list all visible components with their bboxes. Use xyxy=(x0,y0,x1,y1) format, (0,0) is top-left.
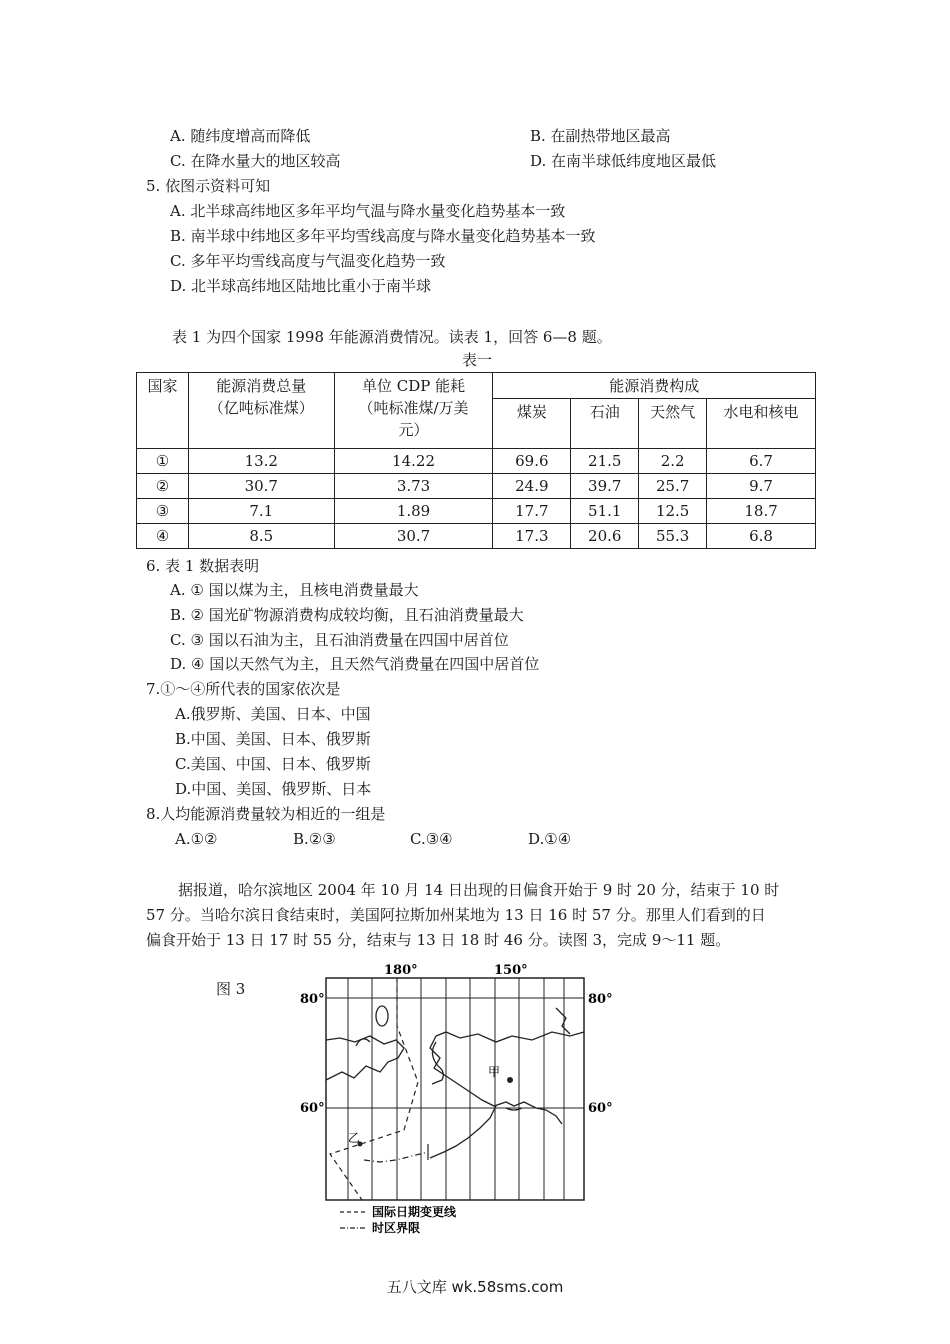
header-total-line1: 能源消费总量 xyxy=(216,377,307,395)
footer-watermark: 五八文库 wk.58sms.com xyxy=(386,1278,564,1296)
point-jia xyxy=(507,1077,513,1083)
q6-stem: 6. 表 1 数据表明 xyxy=(146,557,260,575)
cell-total: 7.1 xyxy=(188,499,334,524)
cell-gas: 25.7 xyxy=(639,474,707,499)
cell-country: ④ xyxy=(137,524,189,549)
label-lat-60-left: 60° xyxy=(300,1101,325,1116)
cell-hydro: 18.7 xyxy=(707,499,816,524)
energy-consumption-table xyxy=(136,372,816,549)
q5-option-a: A. 北半球高纬地区多年平均气温与降水量变化趋势基本一致 xyxy=(170,202,566,220)
cell-gdp: 3.73 xyxy=(334,474,493,499)
cell-gas: 55.3 xyxy=(639,524,707,549)
dateline-path xyxy=(330,978,418,1200)
passage-line-1: 据报道，哈尔滨地区 2004 年 10 月 14 日出现的日偏食开始于 9 时 20 分，结束于 10 时 xyxy=(178,881,780,899)
cell-total: 13.2 xyxy=(188,449,334,474)
cell-total: 8.5 xyxy=(188,524,334,549)
cell-coal: 69.6 xyxy=(493,449,571,474)
table-row xyxy=(137,449,816,474)
table-title: 表一 xyxy=(462,351,493,369)
cell-country: ② xyxy=(137,474,189,499)
q4-option-b: B. 在副热带地区最高 xyxy=(530,127,671,145)
cell-gdp: 14.22 xyxy=(334,449,493,474)
map-coastlines xyxy=(326,1006,584,1158)
q8-option-b: B.②③ xyxy=(293,830,336,848)
label-lon-180: 180° xyxy=(384,963,418,978)
figure-label: 图 3 xyxy=(216,980,246,998)
header-coal: 煤炭 xyxy=(493,399,571,449)
table-row xyxy=(137,474,816,499)
cell-total: 30.7 xyxy=(188,474,334,499)
cell-country: ③ xyxy=(137,499,189,524)
label-lat-80-left: 80° xyxy=(300,992,325,1007)
legend-timezone-label: 时区界限 xyxy=(372,1221,421,1235)
q5-stem: 5. 依图示资料可知 xyxy=(146,177,271,195)
header-gdp-line2: （吨标准煤/万美 xyxy=(358,399,469,417)
q6-option-b: B. ② 国光矿物源消费构成较均衡，且石油消费量最大 xyxy=(170,606,524,624)
header-total xyxy=(188,373,334,449)
q5-option-d: D. 北半球高纬地区陆地比重小于南半球 xyxy=(170,277,432,295)
header-oil: 石油 xyxy=(571,399,639,449)
passage-line-3: 偏食开始于 13 日 17 时 55 分，结束与 13 日 18 时 46 分。读图 3，完成 9～11 题。 xyxy=(146,931,731,949)
header-gdp-line3: 元） xyxy=(398,421,429,439)
table-intro: 表 1 为四个国家 1998 年能源消费情况。读表 1，回答 6—8 题。 xyxy=(172,328,612,346)
cell-gas: 2.2 xyxy=(639,449,707,474)
header-total-line2: （亿吨标准煤） xyxy=(208,399,314,417)
header-hydro-nuclear: 水电和核电 xyxy=(707,399,816,449)
q6-option-d: D. ④ 国以天然气为主，且天然气消费量在四国中居首位 xyxy=(170,655,540,673)
header-country: 国家 xyxy=(137,373,189,449)
cell-gdp: 30.7 xyxy=(334,524,493,549)
q7-option-d: D.中国、美国、俄罗斯、日本 xyxy=(175,780,372,798)
cell-country: ① xyxy=(137,449,189,474)
label-jia: 甲 xyxy=(488,1065,501,1079)
passage-line-2: 57 分。当哈尔滨日食结束时，美国阿拉斯加州某地为 13 日 16 时 57 分。那里人们看到的日 xyxy=(146,906,766,924)
timezone-boundary-path xyxy=(364,1152,428,1162)
header-gdp-energy xyxy=(334,373,493,449)
q5-option-c: C. 多年平均雪线高度与气温变化趋势一致 xyxy=(170,252,446,270)
cell-gdp: 1.89 xyxy=(334,499,493,524)
q6-option-a: A. ① 国以煤为主，且核电消费量最大 xyxy=(170,581,419,599)
q4-option-a: A. 随纬度增高而降低 xyxy=(170,127,311,145)
cell-oil: 21.5 xyxy=(571,449,639,474)
cell-hydro: 9.7 xyxy=(707,474,816,499)
cell-oil: 20.6 xyxy=(571,524,639,549)
label-lon-150: 150° xyxy=(494,963,528,978)
q8-option-c: C.③④ xyxy=(410,830,453,848)
legend-dateline-label: 国际日期变更线 xyxy=(372,1205,457,1219)
label-lat-60-right: 60° xyxy=(588,1101,613,1116)
q7-option-a: A.俄罗斯、美国、日本、中国 xyxy=(175,705,371,723)
header-gas: 天然气 xyxy=(639,399,707,449)
q5-option-b: B. 南半球中纬地区多年平均雪线高度与降水量变化趋势基本一致 xyxy=(170,227,596,245)
cell-oil: 39.7 xyxy=(571,474,639,499)
map-frame xyxy=(326,978,584,1200)
q7-option-b: B.中国、美国、日本、俄罗斯 xyxy=(175,730,371,748)
map-meridians xyxy=(348,978,564,1200)
q8-option-a: A.①② xyxy=(175,830,218,848)
cell-coal: 17.3 xyxy=(493,524,571,549)
table-row xyxy=(137,524,816,549)
q7-option-c: C.美国、中国、日本、俄罗斯 xyxy=(175,755,371,773)
cell-coal: 24.9 xyxy=(493,474,571,499)
header-structure: 能源消费构成 xyxy=(493,373,816,399)
q7-stem: 7.①～④所代表的国家依次是 xyxy=(146,680,341,698)
q4-option-d: D. 在南半球低纬度地区最低 xyxy=(530,152,717,170)
cell-hydro: 6.8 xyxy=(707,524,816,549)
q8-option-d: D.①④ xyxy=(528,830,572,848)
label-yi: 乙 xyxy=(348,1131,361,1145)
header-gdp-line1: 单位 CDP 能耗 xyxy=(361,377,466,395)
cell-hydro: 6.7 xyxy=(707,449,816,474)
alaska-map xyxy=(300,962,620,1242)
cell-oil: 51.1 xyxy=(571,499,639,524)
table-row xyxy=(137,499,816,524)
q4-option-c: C. 在降水量大的地区较高 xyxy=(170,152,341,170)
q6-option-c: C. ③ 国以石油为主，且石油消费量在四国中居首位 xyxy=(170,631,509,649)
q8-stem: 8.人均能源消费量较为相近的一组是 xyxy=(146,805,386,823)
cell-coal: 17.7 xyxy=(493,499,571,524)
cell-gas: 12.5 xyxy=(639,499,707,524)
label-lat-80-right: 80° xyxy=(588,992,613,1007)
